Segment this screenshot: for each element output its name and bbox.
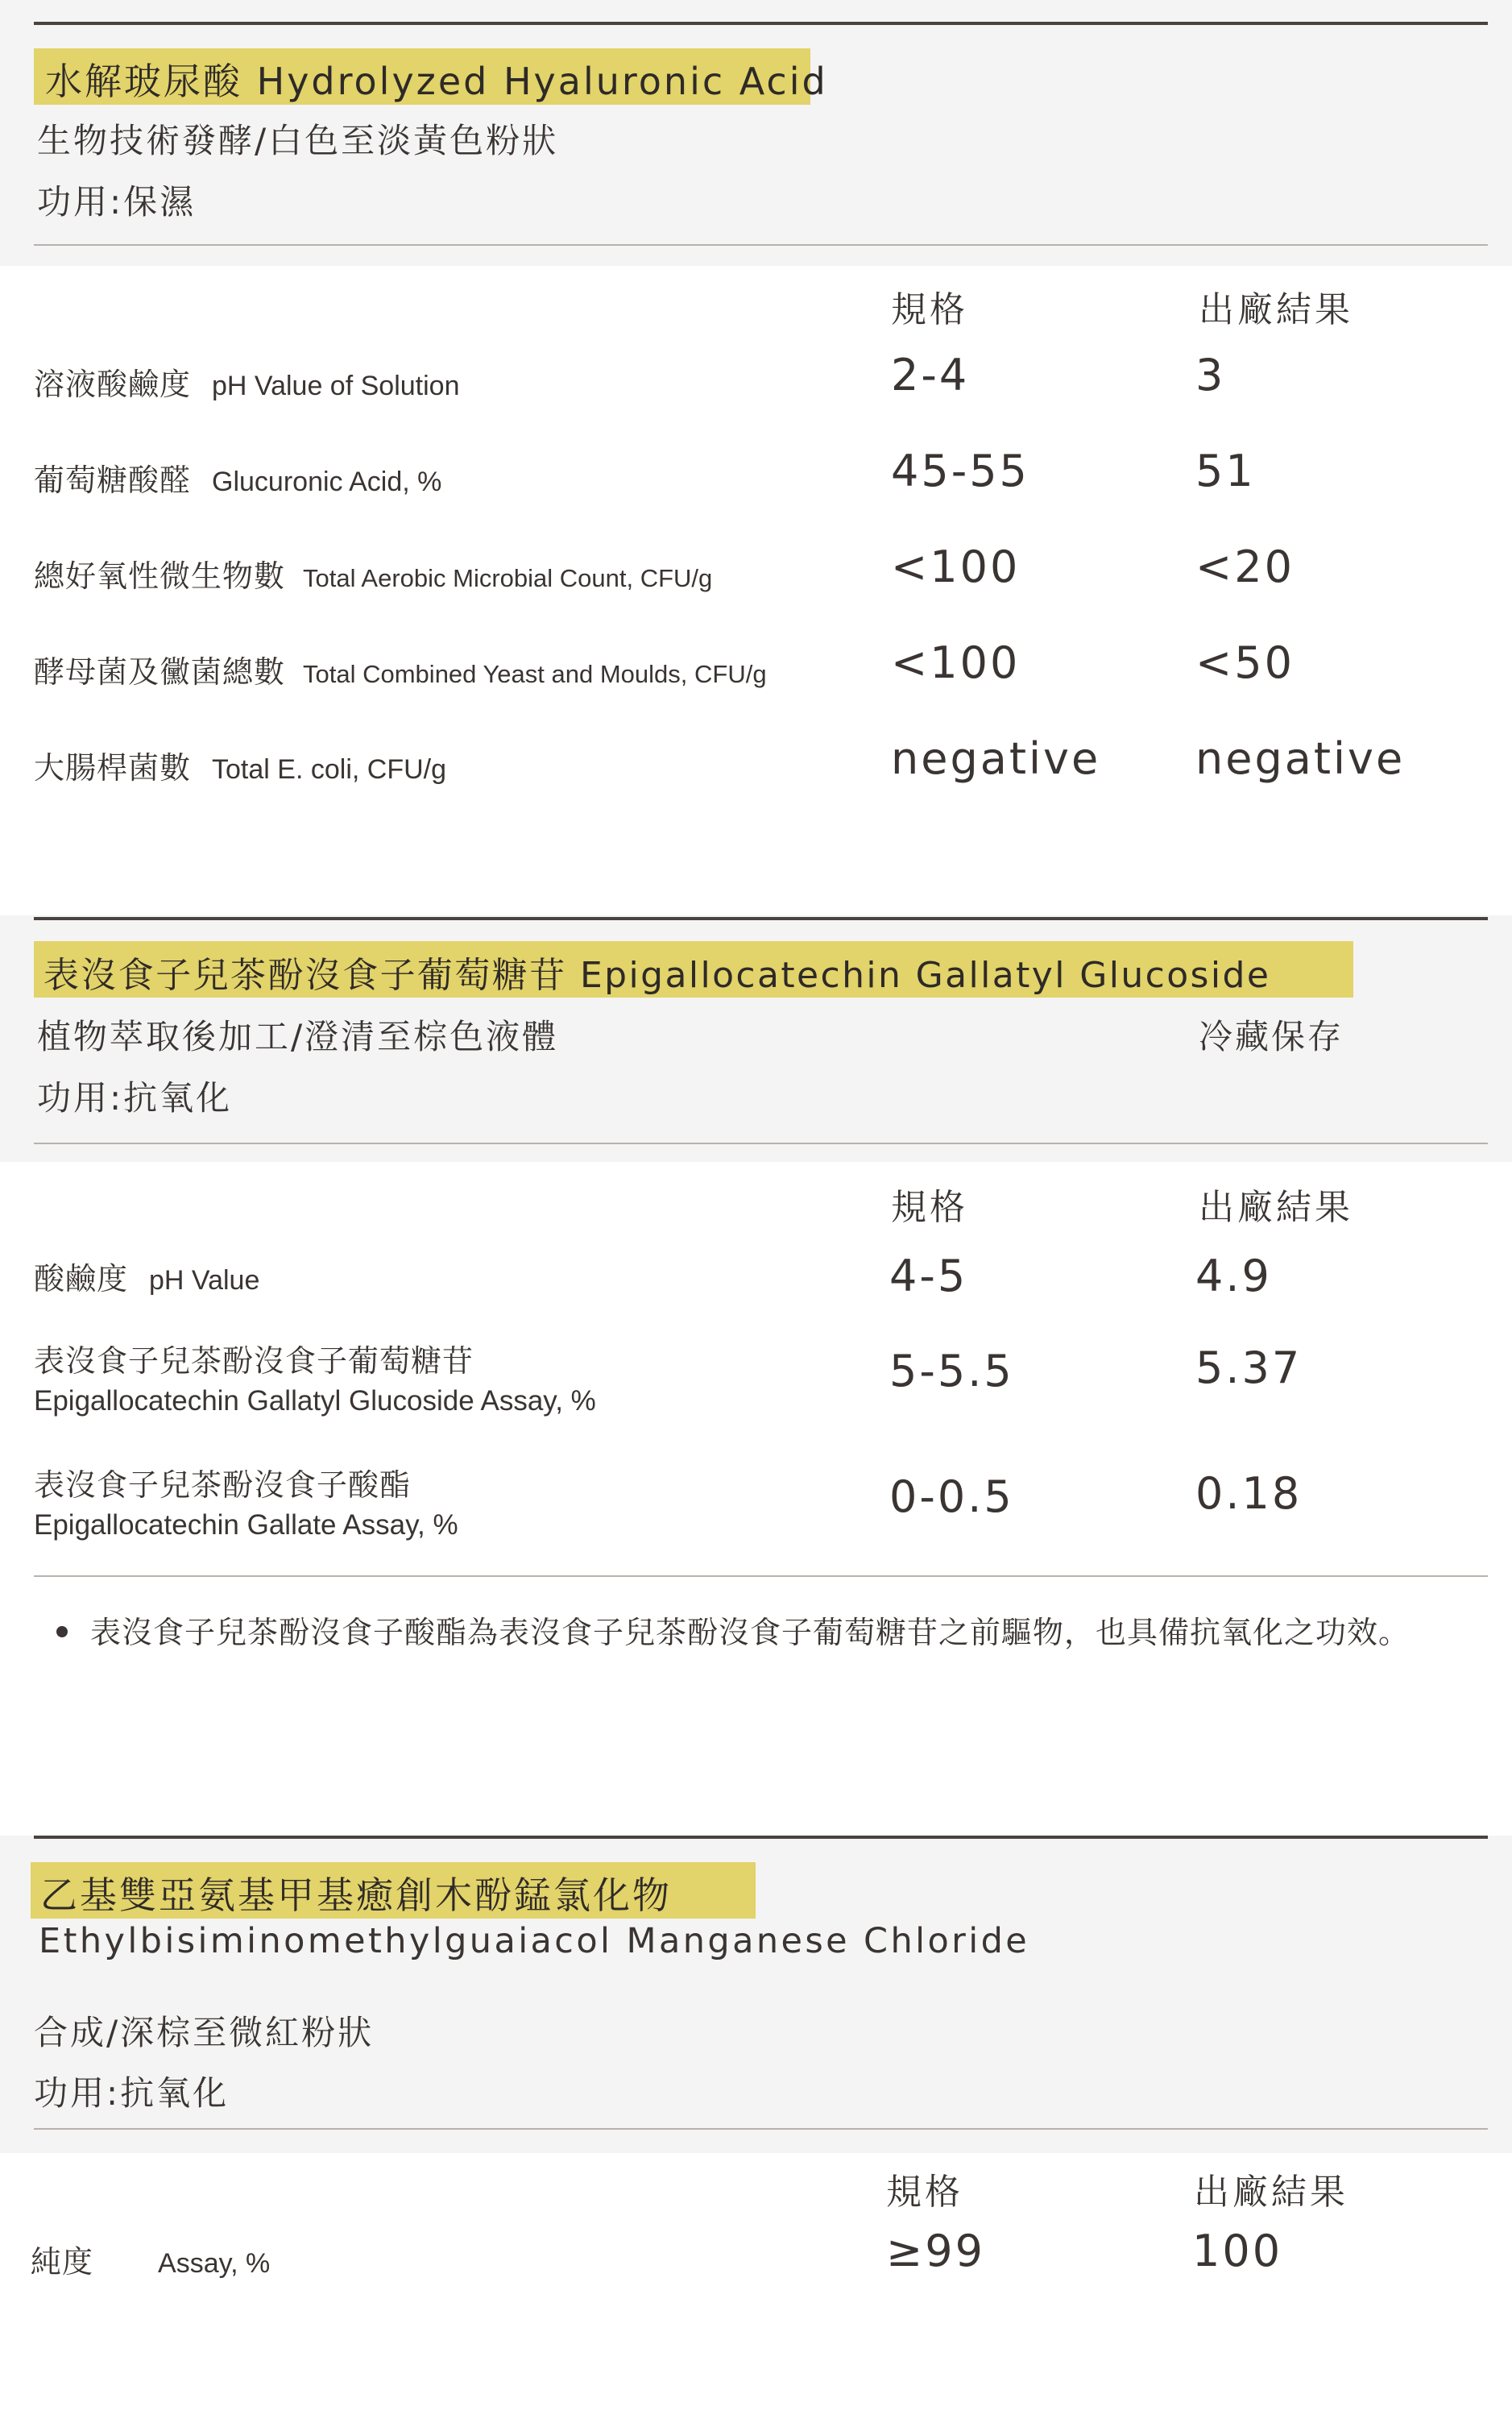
section-1-top-rule [34,22,1488,25]
row-label-en: pH Value [149,1265,260,1296]
section-3-title: 乙基雙亞氨基甲基癒創木酚錳氯化物 [40,1873,672,1917]
section-2-storage: 冷藏保存 [1199,1017,1344,1056]
section-3-function: 功用:抗氧化 [34,2073,230,2113]
row-label-zh: 表沒食子兒茶酚沒食子酸酯 [34,1467,412,1503]
row-label-en: Total E. coli, CFU/g [212,754,446,785]
row-label-en: Total Combined Yeast and Moulds, CFU/g [303,660,767,688]
section-1-row-2-result: 51 [1195,446,1256,496]
section-2-function: 功用:抗氧化 [37,1078,233,1118]
section-1-row-3-label [34,551,712,595]
row-label-zh: 表沒食子兒茶酚沒食子葡萄糖苷 [34,1343,474,1379]
section-1-row-1-result: 3 [1195,350,1226,400]
section-1-title: 水解玻尿酸 Hydrolyzed Hyaluronic Acid [45,60,828,103]
row-label-zh: 大腸桿菌數 [34,750,192,786]
section-2-row-3-result: 0.18 [1195,1468,1303,1519]
section-2-row-2-spec: 5-5.5 [889,1346,1014,1396]
section-3-result-header: 出廠結果 [1194,2172,1348,2213]
row-label-en: pH Value of Solution [212,371,460,401]
section-3-top-rule [34,1836,1488,1839]
section-1-row-2-spec: 45-55 [891,446,1029,496]
section-1-row-4-spec: <100 [891,637,1021,688]
row-label-zh: 總好氧性微生物數 [34,558,286,594]
section-1-row-4-label [34,647,767,691]
section-1-row-3-spec: <100 [891,541,1021,592]
section-3-spec-header: 規格 [886,2172,963,2213]
row-label-en: Assay, % [158,2248,271,2279]
bullet-icon [56,1626,68,1637]
section-1-row-2-label [34,455,441,500]
row-label-en: Epigallocatechin Gallate Assay, % [34,1509,458,1541]
section-2-row-3-label [34,1460,458,1541]
row-label-zh: 純度 [31,2244,94,2280]
row-label-en: Epigallocatechin Gallatyl Glucoside Assay, % [34,1385,596,1417]
section-2-title: 表沒食子兒茶酚沒食子葡萄糖苷 Epigallocatechin Gallatyl Glucoside [43,955,1271,996]
section-2-header-divider [34,1143,1488,1144]
section-1-spec-header: 規格 [891,289,968,330]
section-2-row-1-result: 4.9 [1195,1251,1272,1301]
section-2-top-rule [34,917,1488,920]
section-2-table-divider [34,1575,1488,1577]
section-2-row-1-label [34,1254,259,1298]
section-1-row-5-spec: negative [891,733,1101,784]
section-2-result-header: 出廠結果 [1199,1187,1353,1228]
section-1-row-3-result: <20 [1195,541,1295,592]
section-1-row-5-result: negative [1195,733,1406,784]
section-1-row-1-spec: 2-4 [891,350,970,400]
row-label-zh: 酵母菌及黴菌總數 [34,654,286,690]
section-3-row-1-result: 100 [1192,2226,1283,2276]
section-1-header-divider [34,244,1488,246]
row-label-en: Total Aerobic Microbial Count, CFU/g [303,564,713,592]
section-2-row-3-spec: 0-0.5 [889,1471,1014,1522]
section-1-row-4-result: <50 [1195,637,1295,688]
section-1-row-1-label [34,359,459,404]
row-label-zh: 酸鹼度 [34,1261,129,1297]
section-2-spec-header: 規格 [891,1187,968,1228]
section-2-row-2-label [34,1336,596,1417]
section-1-source: 生物技術發酵/白色至淡黃色粉狀 [37,121,559,160]
section-1-row-5-label [34,743,446,787]
section-2-row-1-spec: 4-5 [889,1251,968,1301]
section-3-header-divider [34,2128,1488,2130]
row-label-zh: 溶液酸鹼度 [34,367,192,402]
section-3-row-1-spec: ≥99 [886,2226,985,2276]
section-2-source: 植物萃取後加工/澄清至棕色液體 [37,1017,559,1056]
section-2-note: 表沒食子兒茶酚沒食子酸酯為表沒食子兒茶酚沒食子葡萄糖苷之前驅物，也具備抗氧化之功效。 [90,1615,1411,1650]
section-3-title-en: Ethylbisiminomethylguaiacol Manganese Chloride [39,1921,1030,1961]
row-label-en: Glucuronic Acid, % [212,467,442,497]
section-1-function: 功用:保濕 [37,182,197,222]
section-3-row-1-label [31,2237,270,2281]
section-2-row-2-result: 5.37 [1195,1342,1303,1393]
section-1-result-header: 出廠結果 [1199,289,1353,330]
row-label-zh: 葡萄糖酸醛 [34,463,192,498]
section-3-source: 合成/深棕至微紅粉狀 [34,2013,375,2052]
